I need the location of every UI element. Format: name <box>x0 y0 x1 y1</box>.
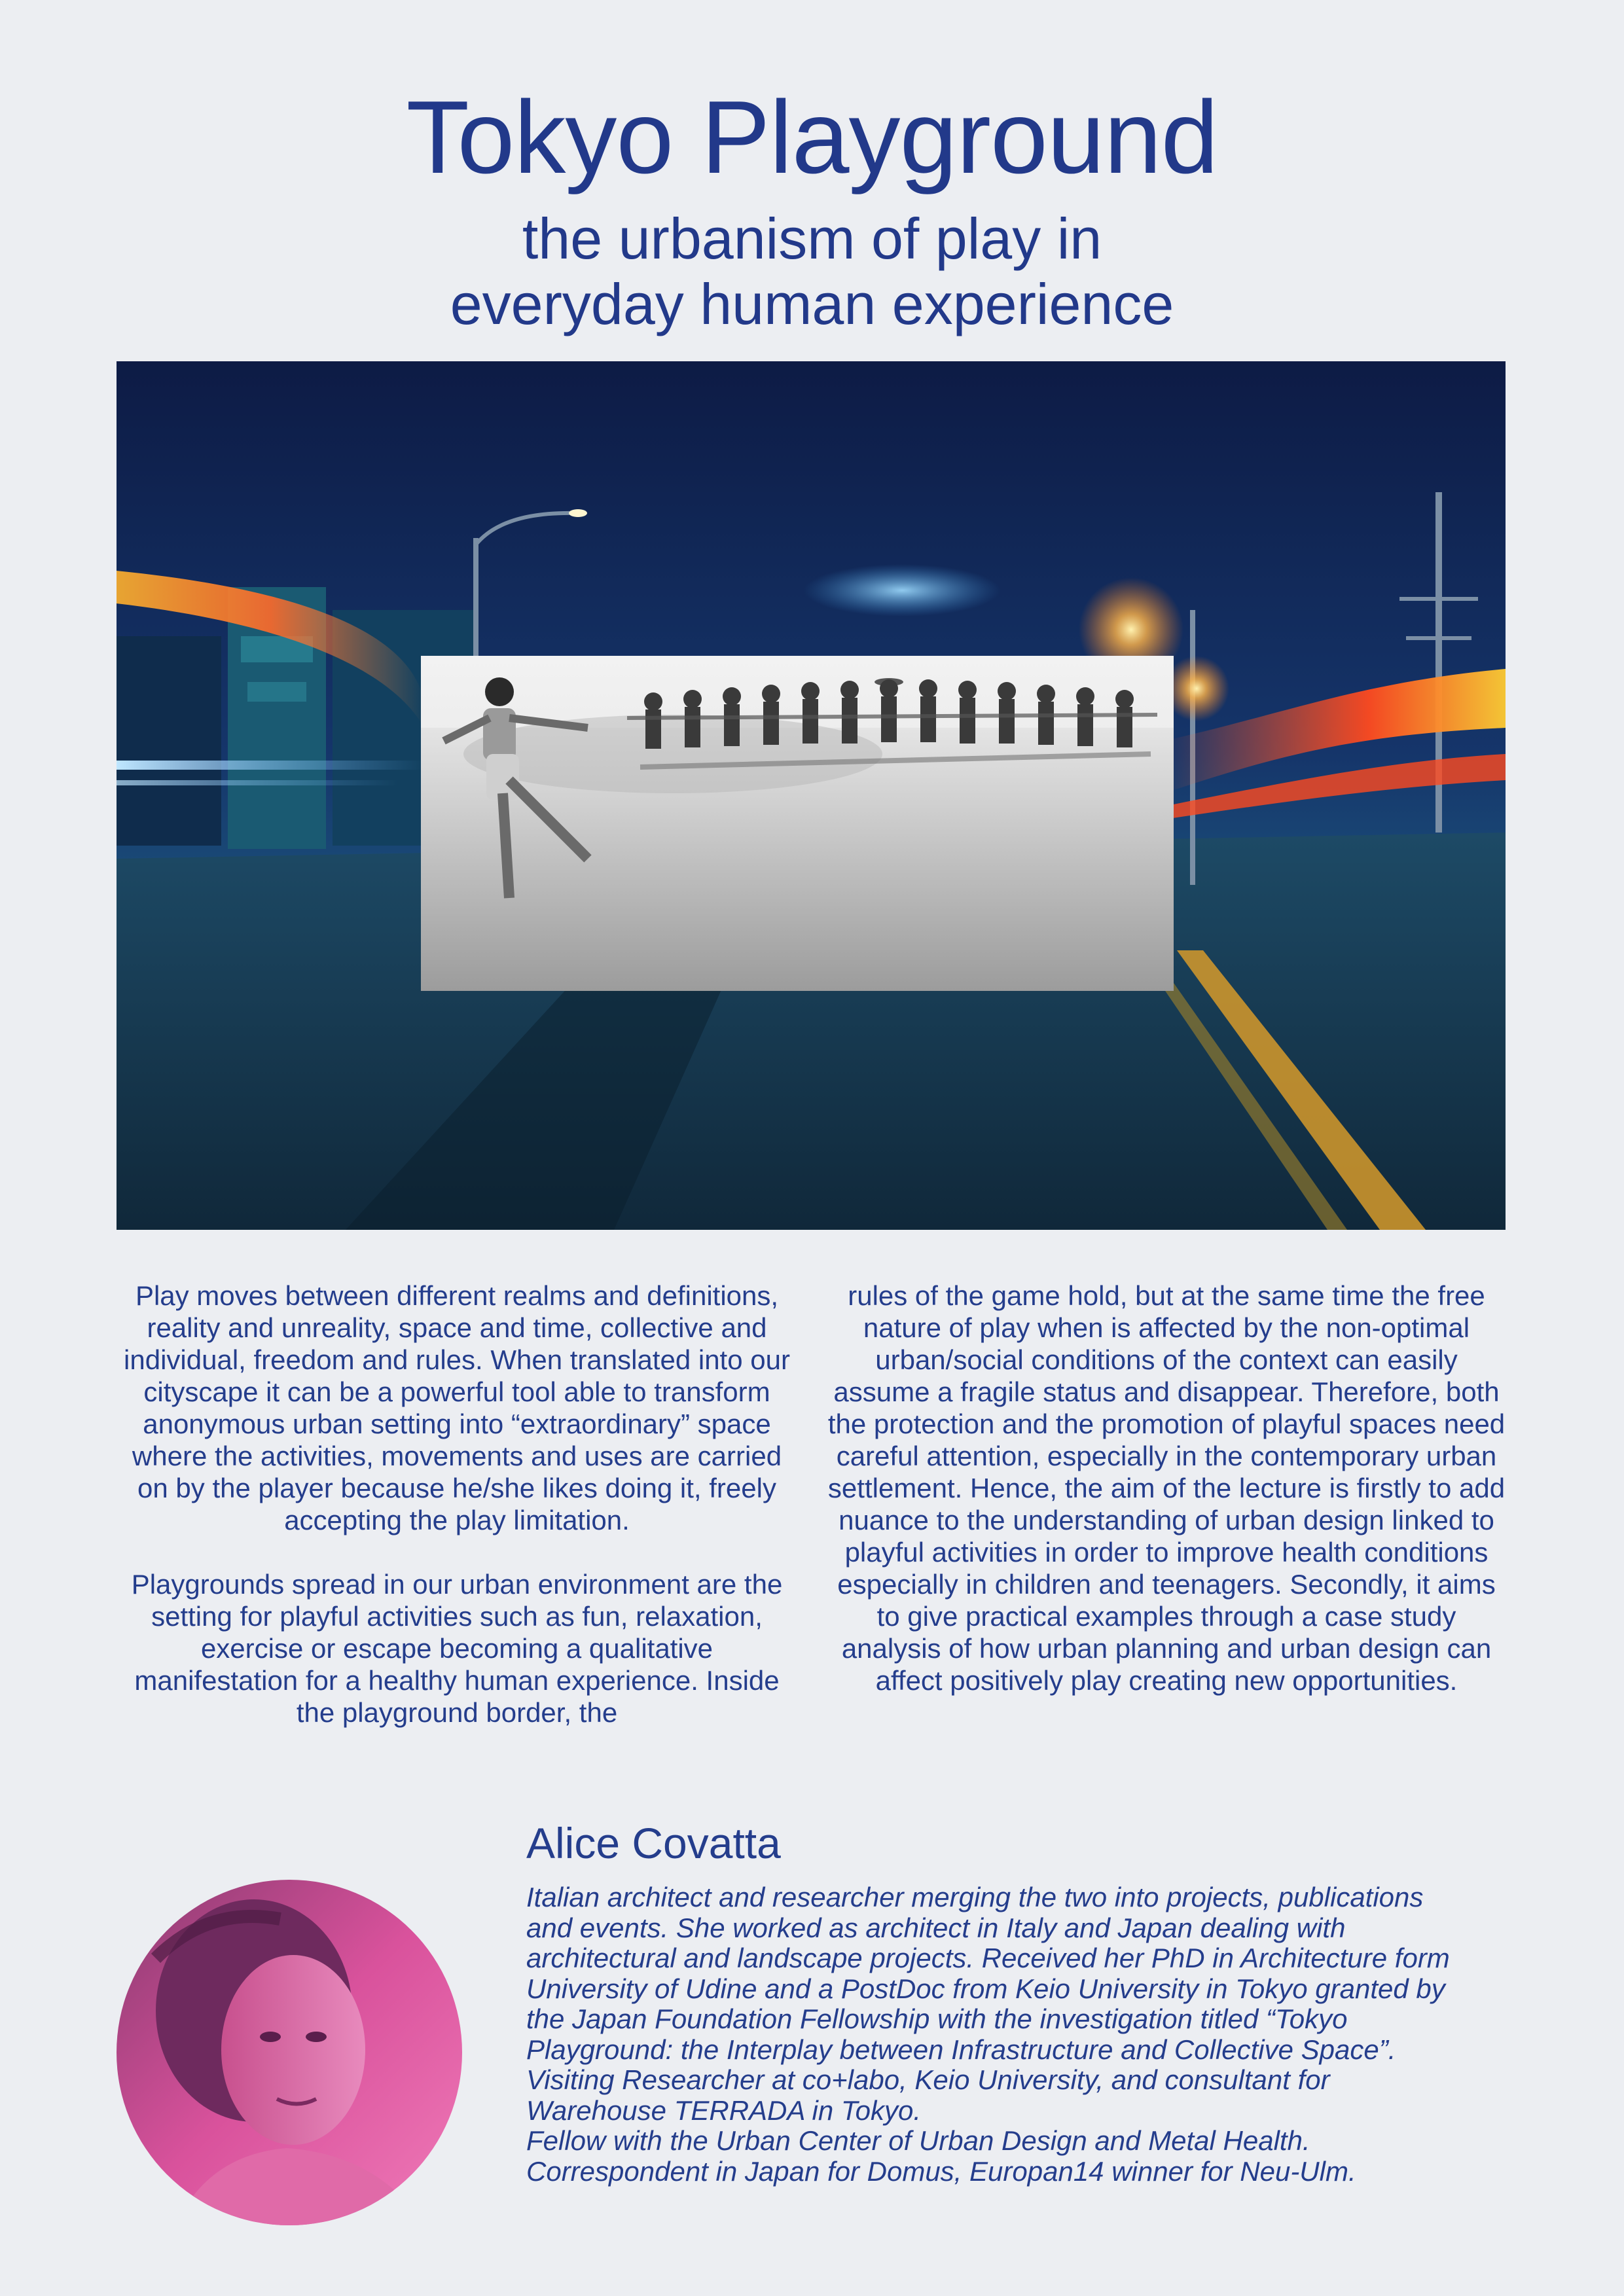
body-column-right <box>826 1280 1507 1696</box>
page-title: Tokyo Playground <box>406 80 1218 195</box>
bio-paragraph: Italian architect and researcher merging the two into projects, publications and events. She worked as architect in Italy and Japan dealing with architectural and landscape projects. Received her PhD in Architecture form University of Udine and a PostDoc from Keio University in Tokyo granted by the Japan Foundation Fellowship with the investigation titled “Tokyo Playground: the Interplay between Infrastructure and Collective Space”. <box>526 1882 1450 2065</box>
subtitle-line-2: everyday human experience <box>450 272 1174 336</box>
speaker-bio <box>526 1882 1469 2187</box>
speaker-portrait <box>117 1880 462 2225</box>
body-column-left <box>117 1280 797 1729</box>
speaker-name: Alice Covatta <box>526 1819 781 1867</box>
bio-paragraph: Correspondent in Japan for Domus, Europan14 winner for Neu-Ulm. <box>526 2155 1356 2187</box>
bio-paragraph: Fellow with the Urban Center of Urban Design and Metal Health. <box>526 2125 1310 2156</box>
body-paragraph: Play moves between different realms and definitions, reality and unreality, space and time, collective and individual, freedom and rules. When translated into our cityscape it can be a powerful tool able to transform anonymous urban setting into “extraordinary” space where the activities, movements and uses are carried on by the player because he/she likes doing it, freely accepting the play limitation. <box>124 1280 790 1535</box>
subtitle-line-1: the urbanism of play in <box>522 206 1102 271</box>
body-paragraph: Playgrounds spread in our urban environment are the setting for playful activities such as fun, relaxation, exercise or escape becoming a qualitative manifestation for a healthy human experience. Inside the playground border, the <box>131 1569 783 1728</box>
hero-collage-image <box>117 361 1506 1230</box>
page-subtitle <box>0 206 1624 337</box>
bio-paragraph: Visiting Researcher at co+labo, Keio University, and consultant for Warehouse TERRADA in Tokyo. <box>526 2064 1330 2126</box>
body-paragraph: rules of the game hold, but at the same time the free nature of play when is affected by the non-optimal urban/social conditions of the context can easily assume a fragile status and disappear. Therefore, both the protection and the promotion of playful spaces need careful attention, especially in the contemporary urban settlement. Hence, the aim of the lecture is firstly to add nuance to the understanding of urban design linked to playful activities in order to improve health conditions especially in children and teenagers. Secondly, it aims to give practical examples through a case study analysis of how urban planning and urban design can affect positively play creating new opportunities. <box>827 1280 1506 1696</box>
inset-beach-photo <box>421 656 1174 991</box>
